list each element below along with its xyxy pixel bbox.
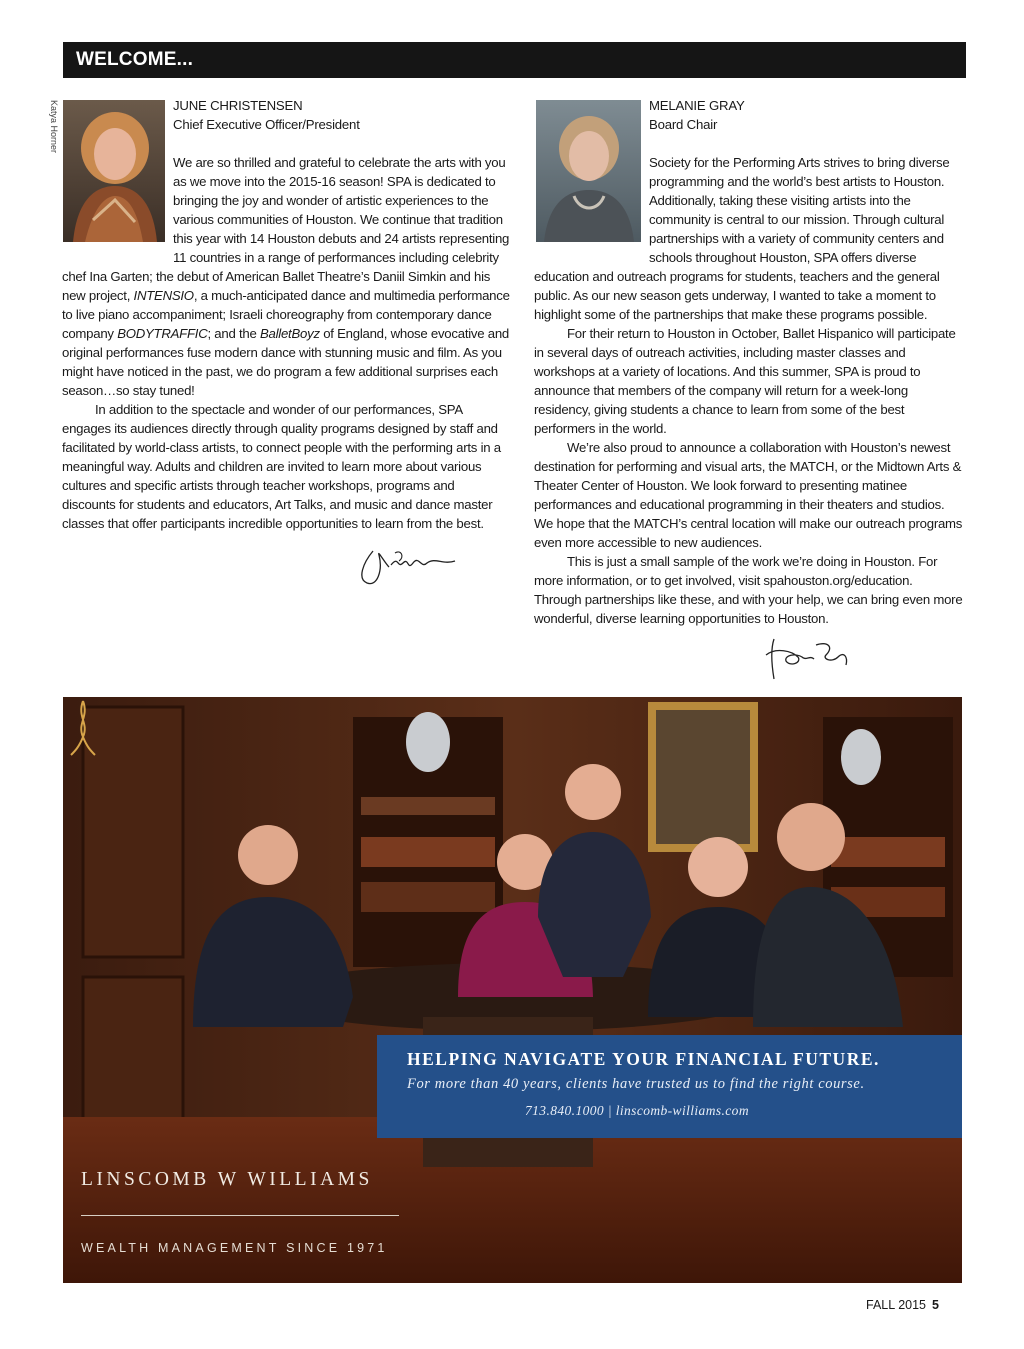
- left-author-name: JUNE CHRISTENSEN: [173, 98, 303, 113]
- signature-melanie-gray: [762, 633, 854, 688]
- page-number: 5: [932, 1298, 939, 1312]
- left-author-role: Chief Executive Officer/President: [173, 117, 360, 132]
- right-paragraph-1: Society for the Performing Arts strives to bring diverse programming and the world’s best artists to Houston. Additionally, taking these visiting artists into the community is central to our mission. Through cultural partnerships with a variety of community centers and schools throughout Houston, SPA offers diverse education and outreach programs for students, teachers and the general public. As our new season gets underway, I wanted to take a moment to highlight some of the partnerships that make these programs possible.: [534, 155, 950, 322]
- left-paragraph-2: In addition to the spectacle and wonder of our performances, SPA engages its audiences directly through quality programs designed by staff and facilitated by world-class artists, to connect people with the performing arts in a meaningful way. Adults and children are invited to learn more about various cultures and specific artists through teacher workshops, programs and discounts for students and educators, Art Talks, and music and dance master classes that offer participants incredible opportunities to learn from the best.: [62, 402, 501, 531]
- ad-photo: [63, 697, 962, 1283]
- right-paragraph-4: This is just a small sample of the work we’re doing in Houston. For more information, or to get involved, visit spahouston.org/education. Through partnerships like these, and with your help, we can bring even more wonderful, diverse learning opportunities to Houston.: [534, 554, 963, 626]
- photo-credit: Katya Horner: [49, 100, 59, 154]
- ad-tagline: WEALTH MANAGEMENT SINCE 1971: [81, 1241, 388, 1255]
- advertisement: [63, 697, 962, 1283]
- signature-june-christensen: [355, 543, 460, 593]
- section-title: WELCOME...: [76, 49, 194, 70]
- right-paragraph-3: We’re also proud to announce a collaboration with Houston’s newest destination for performing and visual arts, the MATCH, or the Midtown Arts & Theater Center of Houston. We look forward to presenting matinee performances and educational programming in their theaters and studios. We hope that the MATCH’s central location will make our outreach programs even more accessible to new audiences.: [534, 440, 963, 550]
- right-letter: [534, 153, 963, 628]
- compass-logo-icon: [63, 697, 103, 757]
- right-author-name: MELANIE GRAY: [649, 98, 745, 113]
- right-author-role: Board Chair: [649, 117, 718, 132]
- page-folio: [866, 1298, 939, 1312]
- section-header: [63, 42, 966, 78]
- folio-season: FALL 2015: [866, 1298, 927, 1312]
- left-paragraph-1: We are so thrilled and grateful to celebrate the arts with you as we move into the 2015-16 season! SPA is dedicated to bringing the joy and wonder of artistic experiences to the various communities of Houston. We continue that tradition this year with 14 Houston debuts and 24 artists representing 11 countries in a range of performances including celebrity chef Ina Garten; the debut of American Ballet Theatre’s Daniil Simkin and his new project, INTENSIO, a much-anticipated dance and multimedia performance to live piano accompaniment; Israeli choreography from contemporary dance company BODYTRAFFIC; and the BalletBoyz of England, whose evocative and original performances fuse modern dance with stunning music and film. As you might have noticed in the past, we do program a few additional surprises each season…so stay tuned!: [62, 155, 510, 398]
- ad-logo: LINSCOMB W WILLIAMS: [81, 1169, 373, 1190]
- ad-banner: [377, 1035, 962, 1138]
- right-paragraph-2: For their return to Houston in October, Ballet Hispanico will participate in several days of outreach activities, including master classes and workshops at a variety of locations. And this summer, SPA is proud to announce that members of the company will return for a week-long residency, giving students a chance to learn from some of the best performers in the world.: [534, 326, 956, 436]
- ad-headline: HELPING NAVIGATE YOUR FINANCIAL FUTURE.: [407, 1049, 880, 1069]
- ad-subline: For more than 40 years, clients have trusted us to find the right course.: [407, 1076, 865, 1092]
- ad-divider: [81, 1215, 399, 1216]
- ad-contact[interactable]: 713.840.1000 | linscomb-williams.com: [525, 1103, 749, 1118]
- left-letter: [62, 153, 511, 533]
